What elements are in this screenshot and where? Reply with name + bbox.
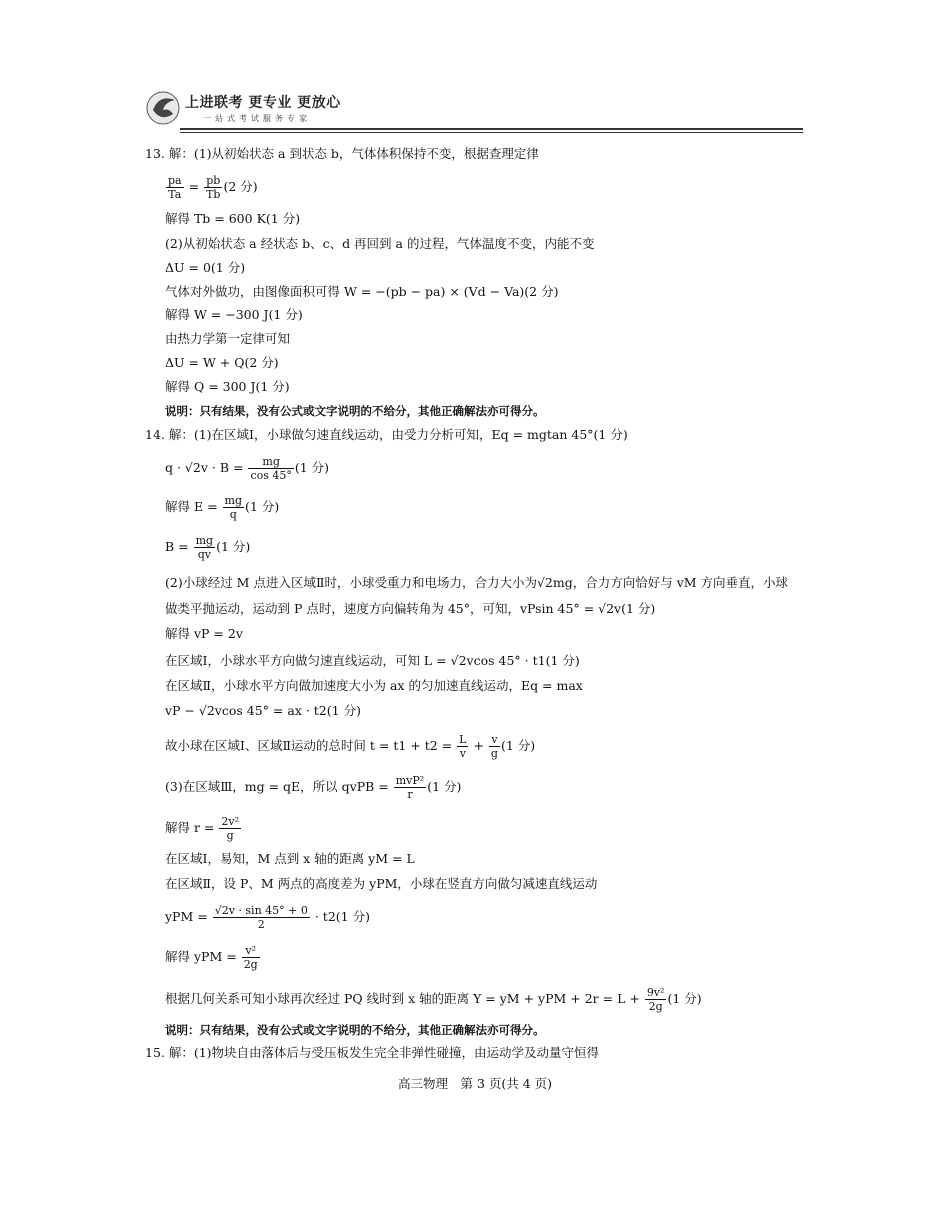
header-rule-thick xyxy=(180,128,803,130)
header-rule-thin xyxy=(180,132,803,133)
q14-line: (2)小球经过 M 点进入区域Ⅱ时，小球受重力和电场力，合力大小为√2mg，合力方向恰好与 vM 方向垂直，小球 xyxy=(165,575,789,590)
brand-slogan: 上进联考 更专业 更放心 xyxy=(185,95,341,111)
q13-line: 气体对外做功，由图像面积可得 W = −(pb − pa) × (Vd − Va)(2 分) xyxy=(165,284,559,299)
fraction: $\frac{\text{2v²}}{g}$ xyxy=(221,815,240,842)
q14-line: 故小球在区域Ⅰ、区域Ⅱ运动的总时间 t = t1 + t2 = $\frac{L}{v}$ + $\frac{v}{g}$ (1 分) xyxy=(165,733,536,760)
q13-line: 解得 Q = 300 J(1 分) xyxy=(165,379,290,394)
q14-line: 在区域Ⅰ，易知，M 点到 x 轴的距离 yM = L xyxy=(165,851,415,866)
q13-line: 解得 Tb = 600 K(1 分) xyxy=(165,211,301,226)
q13-line: ΔU = W + Q(2 分) xyxy=(165,355,279,370)
q14-line: 解得 yPM = $\frac{\text{v²}}{2g}$ xyxy=(165,944,258,971)
brand-subtitle: 一站式考试服务专家 xyxy=(203,114,311,123)
fraction: $\frac{√2v \cdot \sin 45^\circ + 0}{2}$ xyxy=(214,904,308,931)
scoring-note: 说明：只有结果，没有公式或文字说明的不给分，其他正确解法亦可得分。 xyxy=(165,1023,545,1037)
fraction: $\frac{\text{v²}}{2g}$ xyxy=(243,944,258,971)
fraction: $\frac{L}{v}$ xyxy=(459,733,467,760)
q14-line: vP − √2vcos 45° = ax · t2(1 分) xyxy=(165,703,361,718)
q14-line: 根据几何关系可知小球再次经过 PQ 线时到 x 轴的距离 Y = yM + yPM + 2r = L + $\frac{\text{9v²}}{2g}$ (1 分) xyxy=(165,986,702,1013)
fraction: $\frac{pa}{Ta}$ xyxy=(168,174,182,201)
q14-line: 做类平抛运动，运动到 P 点时，速度方向偏转角为 45°，可知，vPsin 45° = √2v(1 分) xyxy=(165,601,656,616)
q13-line: 由热力学第一定律可知 xyxy=(165,331,291,346)
fraction: $\frac{pb}{Tb}$ xyxy=(206,174,221,201)
fraction: $\frac{v}{g}$ xyxy=(490,733,498,760)
q14-line: 解得 vP = 2v xyxy=(165,626,243,641)
q14-line: B = $\frac{mg}{qv}$ (1 分) xyxy=(165,534,251,561)
fraction: $\frac{mg}{q}$ xyxy=(224,494,243,521)
q14-line: (3)在区域Ⅲ，mg = qE，所以 qvPB = $\frac{\text{mvP²}}{r}$ (1 分) xyxy=(165,774,462,801)
q14-line: yPM = $\frac{√2v \cdot \sin 45^\circ + 0}{2}$ · t2(1 分) xyxy=(165,904,370,931)
q13-intro: 13. 解：(1)从初始状态 a 到状态 b，气体体积保持不变，根据查理定律 xyxy=(145,146,539,161)
q14-line: 在区域Ⅰ，小球水平方向做匀速直线运动，可知 L = √2vcos 45° · t1(1 分) xyxy=(165,653,580,668)
q13-line: ΔU = 0(1 分) xyxy=(165,260,246,275)
q13-line: 解得 W = −300 J(1 分) xyxy=(165,307,303,322)
fraction: $\frac{\text{mvP²}}{r}$ xyxy=(395,774,425,801)
q13-charles-law: $\frac{pa}{Ta}$ = $\frac{pb}{Tb}$ (2 分) xyxy=(168,174,258,201)
q14-line: 解得 E = $\frac{mg}{q}$ (1 分) xyxy=(165,494,280,521)
fraction: $\frac{mg}{\cos 45^\circ}$ xyxy=(250,455,292,482)
q14-intro: 14. 解：(1)在区域Ⅰ，小球做匀速直线运动，由受力分析可知，Eq = mgtan 45°(1 分) xyxy=(145,427,628,442)
q14-line: 解得 r = $\frac{\text{2v²}}{g}$ xyxy=(165,815,240,842)
fraction: $\frac{mg}{qv}$ xyxy=(195,534,214,561)
fraction: $\frac{\text{9v²}}{2g}$ xyxy=(646,986,665,1013)
brand-logo-icon xyxy=(145,88,185,128)
q15-intro: 15. 解：(1)物块自由落体后与受压板发生完全非弹性碰撞，由运动学及动量守恒得 xyxy=(145,1045,600,1060)
q13-line: (2)从初始状态 a 经状态 b、c、d 再回到 a 的过程，气体温度不变，内能不变 xyxy=(165,236,595,251)
q14-line: 在区域Ⅱ，设 P、M 两点的高度差为 yPM，小球在竖直方向做匀减速直线运动 xyxy=(165,876,598,891)
page-footer: 高三物理 第 3 页(共 4 页) xyxy=(397,1076,553,1091)
q14-line: q · √2v · B = $\frac{mg}{\cos 45^\circ}$ (1 分) xyxy=(165,455,330,482)
scoring-note: 说明：只有结果，没有公式或文字说明的不给分，其他正确解法亦可得分。 xyxy=(165,404,545,418)
q14-line: 在区域Ⅱ，小球水平方向做加速度大小为 ax 的匀加速直线运动，Eq = max xyxy=(165,678,583,693)
